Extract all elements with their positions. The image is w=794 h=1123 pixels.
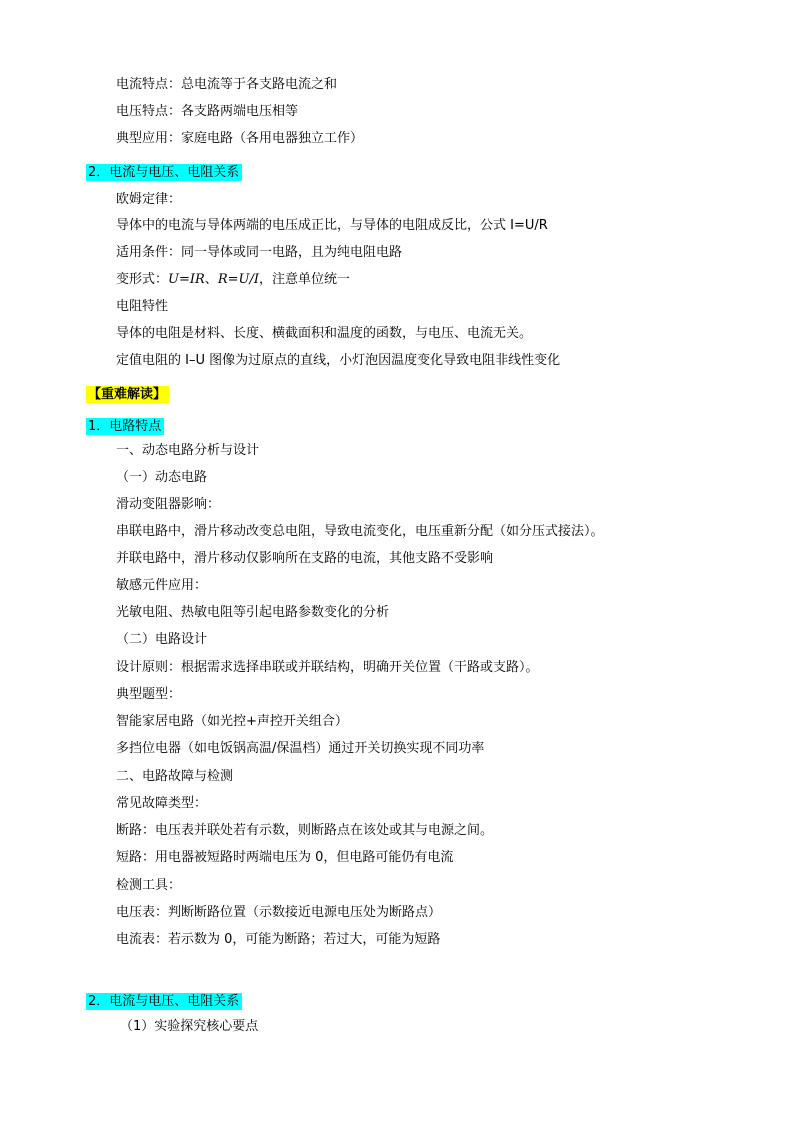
text-line: 适用条件：同一导体或同一电路，且为纯电阻电路 [116, 245, 403, 260]
section-heading [86, 418, 164, 436]
text-line: 滑动变阻器影响： [116, 497, 221, 512]
formula-2: R=U/I [217, 272, 259, 287]
text-line: 短路：用电器被短路时两端电压为 0，但电路可能仍有电流 [116, 850, 454, 865]
heading-highlight: 2．电流与电压、电阻关系 [86, 993, 242, 1010]
formula-suffix: ，注意单位统一 [258, 272, 350, 287]
text-line: 电压特点：各支路两端电压相等 [116, 104, 299, 119]
text-line: 一、动态电路分析与设计 [116, 443, 260, 458]
text-line: 检测工具： [116, 878, 182, 893]
text-line: 二、电路故障与检测 [116, 769, 234, 784]
formula-sep: 、 [204, 272, 218, 287]
text-line: （二）电路设计 [116, 632, 208, 647]
text-line: 并联电路中，滑片移动仅影响所在支路的电流，其他支路不受影响 [116, 551, 494, 566]
text-line: 常见故障类型： [116, 796, 208, 811]
section-heading [86, 993, 242, 1011]
text-line: 智能家居电路（如光控+声控开关组合） [116, 714, 348, 729]
heading-highlight: 2．电流与电压、电阻关系 [86, 164, 242, 181]
text-line: 光敏电阻、热敏电阻等引起电路参数变化的分析 [116, 605, 390, 620]
text-line: 典型题型： [116, 687, 182, 702]
text-line: 断路：电压表并联处若有示数，则断路点在该处或其与电源之间。 [116, 823, 494, 838]
formula-prefix: 变形式： [116, 272, 169, 287]
text-line: 敏感元件应用： [116, 578, 208, 593]
text-line: （1）实验探究核心要点 [120, 1019, 259, 1034]
text-line: 多挡位电器（如电饭锅高温/保温档）通过开关切换实现不同功率 [116, 741, 485, 756]
text-line: （一）动态电路 [116, 470, 208, 485]
text-line: 串联电路中，滑片移动改变总电阻，导致电流变化，电压重新分配（如分压式接法）。 [116, 524, 604, 539]
text-line: 电压表：判断断路位置（示数接近电源电压处为断路点） [116, 905, 442, 920]
text-line: 导体的电阻是材料、长度、横截面积和温度的函数，与电压、电流无关。 [116, 326, 533, 341]
formula-line [116, 271, 350, 289]
section-heading [86, 164, 242, 182]
text-line: 电流特点：总电流等于各支路电流之和 [116, 77, 338, 92]
text-line: 设计原则：根据需求选择串联或并联结构，明确开关位置（干路或支路）。 [116, 660, 539, 675]
heading-highlight: 1．电路特点 [86, 418, 164, 435]
formula-1: U=IR [168, 272, 205, 287]
key-label [86, 386, 169, 404]
text-line: 典型应用：家庭电路（各用电器独立工作） [116, 131, 364, 146]
key-label-highlight: 【重难解读】 [86, 386, 169, 403]
text-line: 定值电阻的 I–U 图像为过原点的直线，小灯泡因温度变化导致电阻非线性变化 [116, 353, 561, 368]
text-line: 欧姆定律： [116, 192, 182, 207]
text-line: 导体中的电流与导体两端的电压成正比，与导体的电阻成反比，公式 I=U/R [116, 218, 548, 233]
text-line: 电流表：若示数为 0，可能为断路；若过大，可能为短路 [116, 932, 441, 947]
text-line: 电阻特性 [116, 299, 169, 314]
